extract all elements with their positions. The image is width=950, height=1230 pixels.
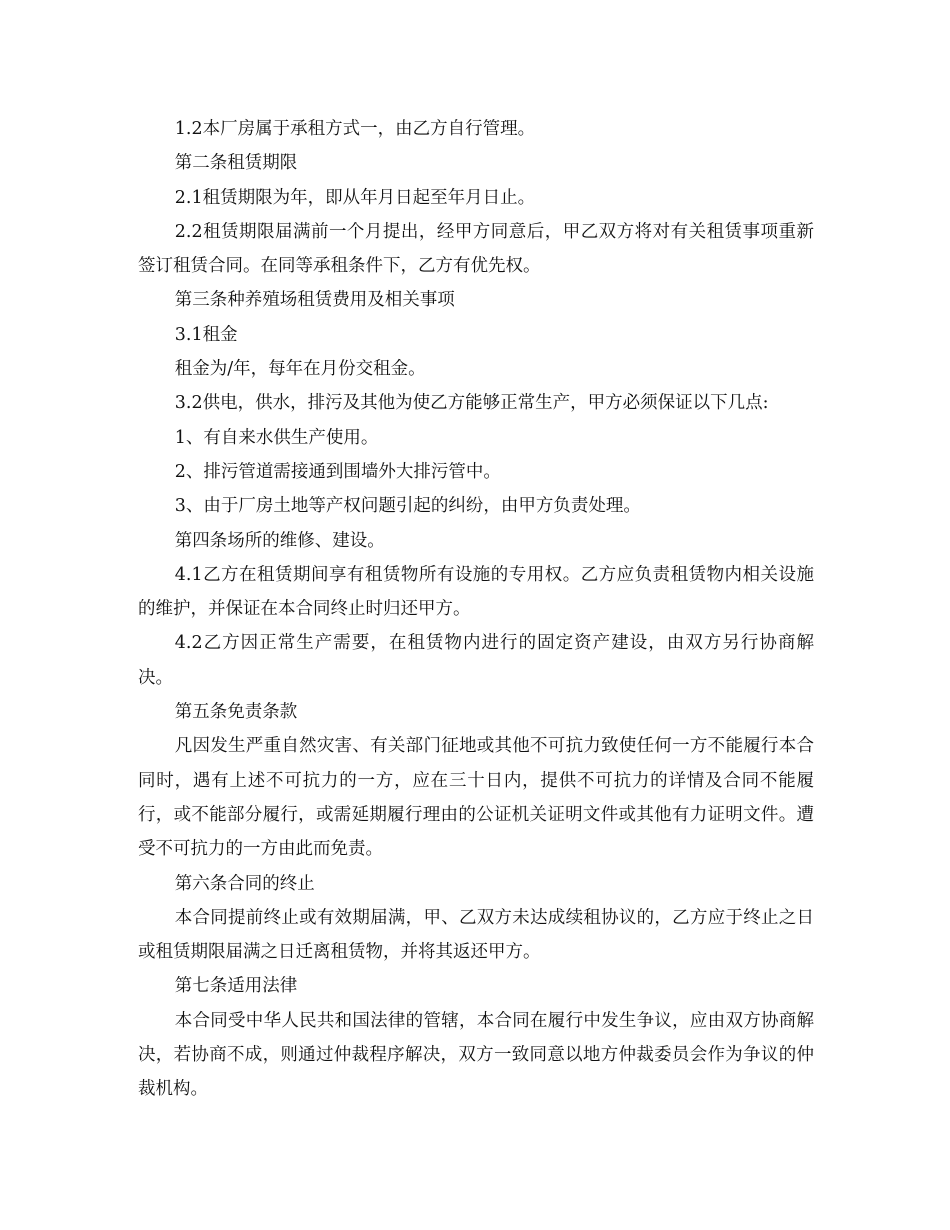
force-majeure-text: 凡因发生严重自然灾害、有关部门征地或其他不可抗力致使任何一方不能履行本合同时，遇有上述不可抗力的一方，应在三十日内，提供不可抗力的详情及合同不能履行，或不能部分履行，或需延期履行理由的公证机关证明文件或其他有力证明文件。遭受不可抗力的一方由此而免责。 xyxy=(138,736,814,860)
article-5-heading: 第五条免责条款 xyxy=(174,702,298,723)
article-7-heading: 第七条适用法律 xyxy=(174,976,298,997)
article-4-heading: 第四条场所的维修、建设。 xyxy=(174,530,385,551)
governing-law-text: 本合同受中华人民共和国法律的管辖，本合同在履行中发生争议，应由双方协商解决，若协商不成，则通过仲裁程序解决，双方一致同意以地方仲裁委员会作为争议的仲裁机构。 xyxy=(138,1010,814,1100)
article-3-heading: 第三条种养殖场租赁费用及相关事项 xyxy=(174,290,455,311)
clause-1-2: 1.2本厂房属于承租方式一，由乙方自行管理。 xyxy=(174,119,536,139)
clause-3-2: 3.2供电，供水，排污及其他为使乙方能够正常生产，甲方必须保证以下几点: xyxy=(174,393,769,414)
clause-2-1: 2.1租赁期限为年，即从年月日起至年月日止。 xyxy=(174,187,536,208)
list-item-3: 3、由于厂房土地等产权问题引起的纠纷，由甲方负责处理。 xyxy=(174,496,641,517)
termination-text: 本合同提前终止或有效期届满，甲、乙双方未达成续租协议的，乙方应于终止之日或租赁期限届满之日迁离租赁物，并将其返还甲方。 xyxy=(138,907,814,963)
rent-text: 租金为/年，每年在月份交租金。 xyxy=(174,359,426,380)
article-2-heading: 第二条租赁期限 xyxy=(174,153,298,174)
clause-2-2: 2.2租赁期限届满前一个月提出，经甲方同意后，甲乙双方将对有关租赁事项重新签订租赁合同。在同等承租条件下，乙方有优先权。 xyxy=(138,221,814,277)
article-6-heading: 第六条合同的终止 xyxy=(174,873,315,894)
list-item-1: 1、有自来水供生产使用。 xyxy=(174,427,379,448)
clause-3-1-heading: 3.1租金 xyxy=(174,324,238,345)
clause-4-1: 4.1乙方在租赁期间享有租赁物所有设施的专用权。乙方应负责租赁物内相关设施的维护，并保证在本合同终止时归还甲方。 xyxy=(138,564,814,620)
list-item-2: 2、排污管道需接通到围墙外大排污管中。 xyxy=(174,461,501,482)
document-body xyxy=(138,112,814,1107)
clause-4-2: 4.2乙方因正常生产需要，在租赁物内进行的固定资产建设，由双方另行协商解决。 xyxy=(138,633,814,688)
